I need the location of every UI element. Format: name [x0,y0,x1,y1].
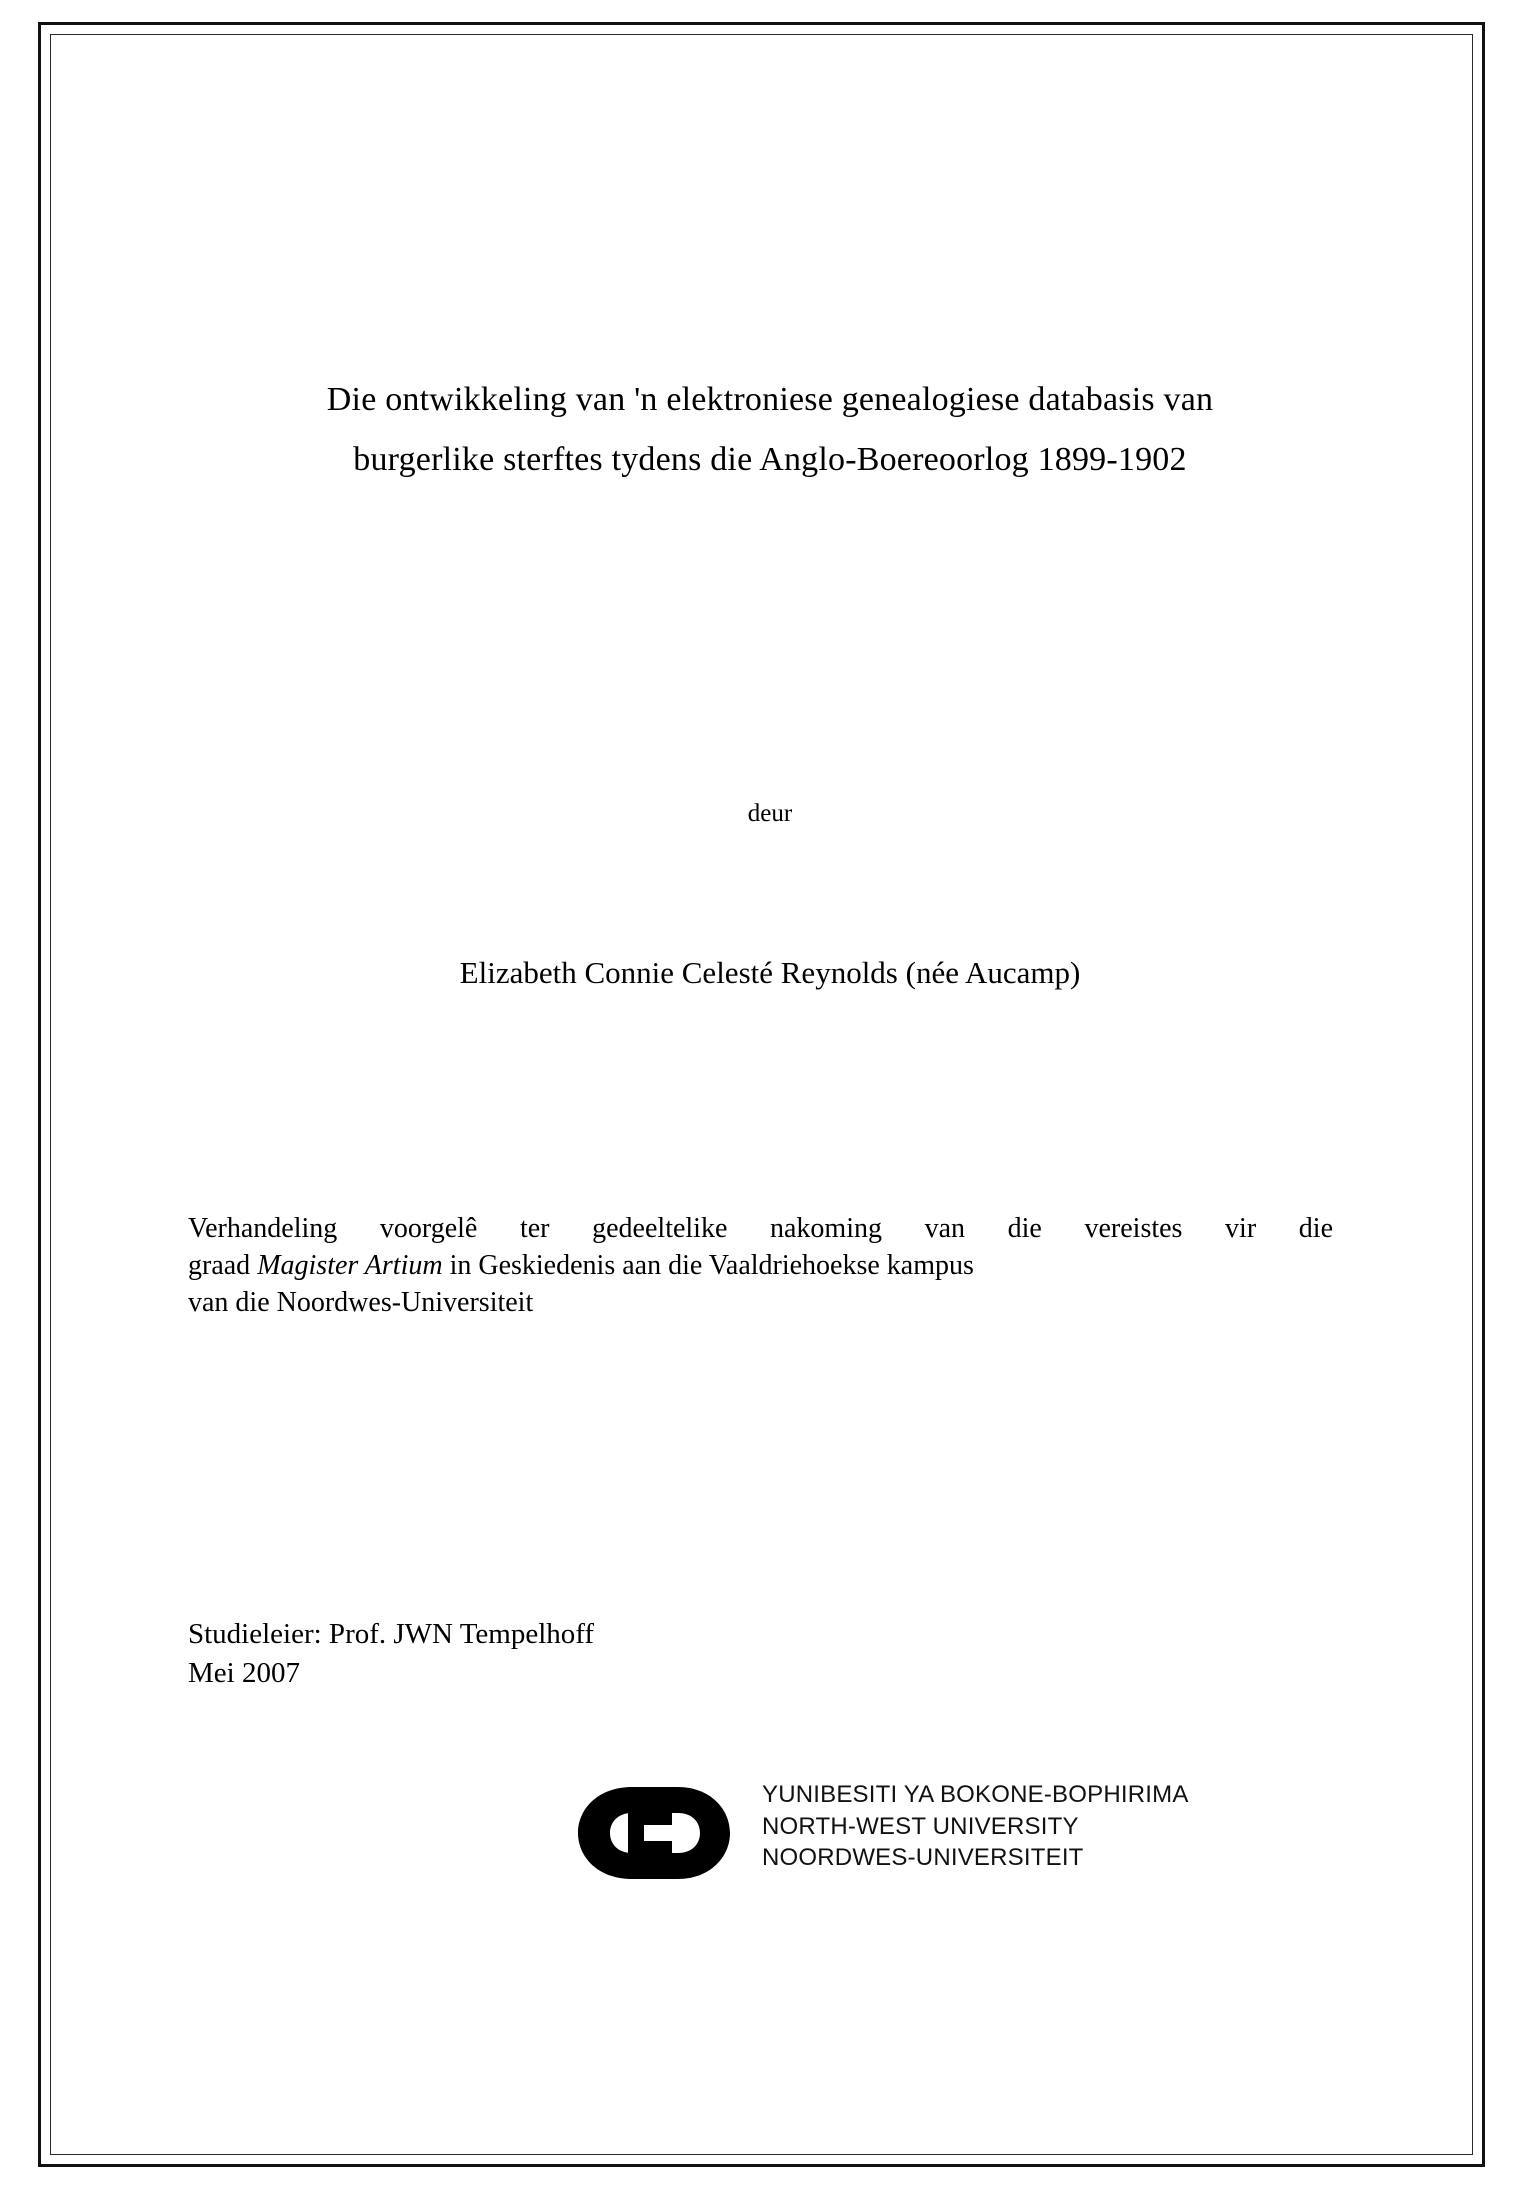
degree-statement-line-2 [188,1247,1333,1284]
degree-statement-line-1: Verhandeling voorgelê ter gedeeltelike nakoming van die vereistes vir die [188,1213,1333,1244]
university-logo-block [570,1775,1210,1895]
degree-name: Magister Artium [257,1250,443,1282]
author-name: Elizabeth Connie Celesté Reynolds (née Aucamp) [459,955,1081,990]
page-title-line-2: burgerlike sterftes tydens die Anglo-Boereoorlog 1899-1902 [353,440,1187,478]
by-label: deur [747,800,793,827]
north-west-university-logo-icon [570,1781,750,1885]
university-logo-text [762,1779,1189,1874]
logo-text-line-2: NORTH-WEST UNIVERSITY [762,1812,1079,1840]
submission-date: Mei 2007 [188,1657,300,1690]
degree-statement-line-2-pre: graad [188,1250,258,1282]
supervisor-name: Studieleier: Prof. JWN Tempelhoff [188,1618,595,1650]
degree-statement-line-3: van die Noordwes-Universiteit [188,1287,534,1319]
degree-statement [188,1210,1333,1322]
degree-statement-line-2-post: in Geskiedenis aan die Vaaldriehoekse kampus [442,1250,974,1282]
page-title [180,370,1360,489]
title-page-content [180,0,1360,2206]
supervisor-block [188,1615,1088,1693]
page-title-line-1: Die ontwikkeling van 'n elektroniese genealogiese databasis van [326,381,1214,418]
logo-text-line-1: YUNIBESITI YA BOKONE-BOPHIRIMA [762,1781,1189,1808]
logo-text-line-3: NOORDWES-UNIVERSITEIT [762,1844,1084,1872]
